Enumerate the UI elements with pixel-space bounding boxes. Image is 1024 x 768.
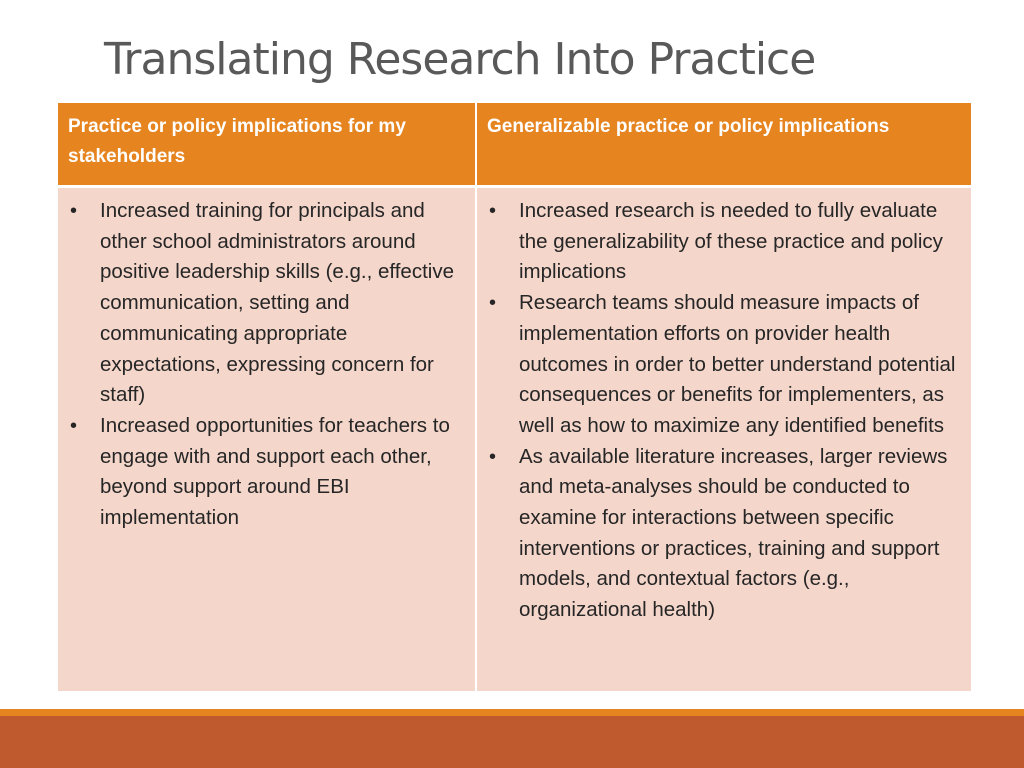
bullet-icon: • bbox=[489, 200, 497, 222]
bullet-text: Increased opportunities for teachers to engage with and support each other, beyond support around EBI implementation bbox=[100, 413, 450, 530]
list-item bbox=[68, 196, 461, 411]
list-item bbox=[487, 288, 957, 442]
bullet-icon: • bbox=[489, 292, 497, 315]
stakeholders-cell bbox=[58, 188, 477, 691]
list-item bbox=[68, 411, 461, 534]
footer-bar bbox=[0, 716, 1024, 768]
list-item bbox=[487, 196, 957, 288]
stakeholders-bullet-list bbox=[68, 196, 461, 534]
list-item bbox=[487, 442, 957, 626]
generalizable-cell bbox=[477, 188, 971, 691]
bullet-text: Increased research is needed to fully evaluate the generalizability of these practice and policy implications bbox=[519, 199, 943, 284]
bullet-text: As available literature increases, larger reviews and meta-analyses should be conducted to examine for interactions between specific interventions or practices, training and support models, and contextual factors (e.g., organizational health) bbox=[519, 444, 948, 622]
implications-table bbox=[58, 103, 971, 691]
bullet-icon: • bbox=[70, 414, 78, 437]
table-header-stakeholders: Practice or policy implications for my stakeholders bbox=[58, 103, 477, 188]
bullet-text: Research teams should measure impacts of implementation efforts on provider health outcomes in order to better understand potential consequences or benefits for implementers, as well as how to maximize any identified benefits bbox=[519, 291, 956, 437]
table-header-generalizable: Generalizable practice or policy implications bbox=[477, 103, 971, 188]
bullet-icon: • bbox=[70, 200, 78, 222]
slide-title: Translating Research Into Practice bbox=[104, 34, 816, 85]
bullet-icon: • bbox=[489, 445, 497, 468]
generalizable-bullet-list bbox=[487, 196, 957, 626]
footer-accent-line bbox=[0, 709, 1024, 716]
bullet-text: Increased training for principals and other school administrators around positive leadership skills (e.g., effective communication, setting and communicating appropriate expectations, expressing concern for staff) bbox=[100, 199, 454, 407]
